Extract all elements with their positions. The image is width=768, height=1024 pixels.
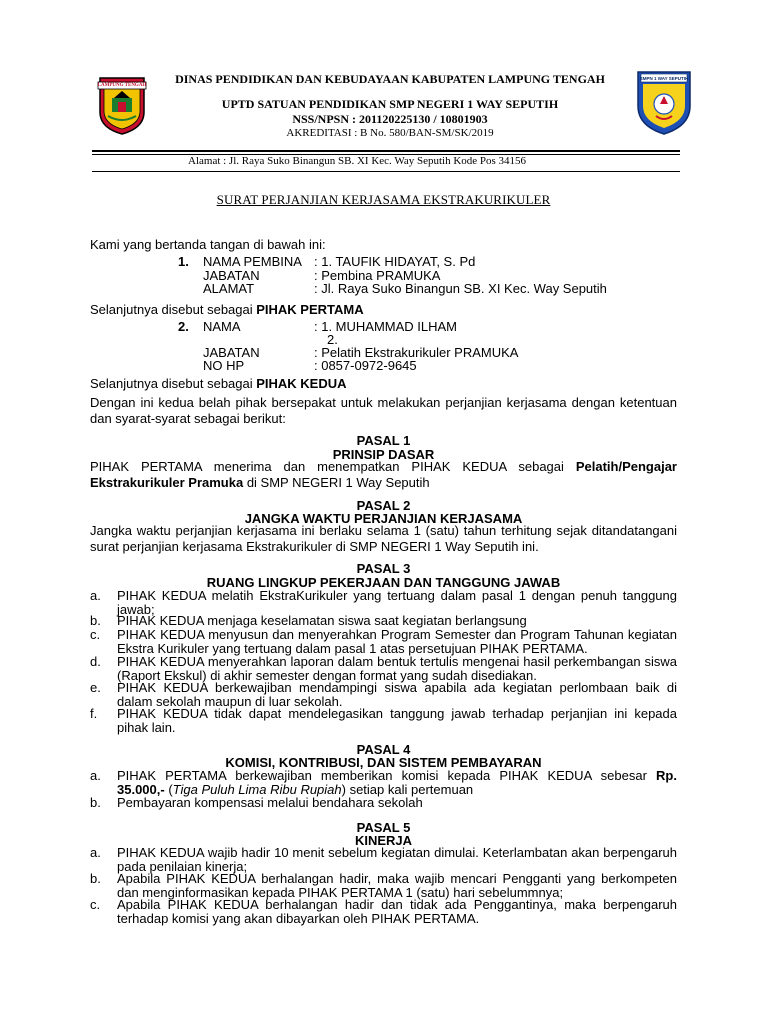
intro-text: Kami yang bertanda tangan di bawah ini:: [90, 237, 326, 252]
kop-accreditation: AKREDITASI : B No. 580/BAN-SM/SK/2019: [286, 127, 494, 139]
pasal-3-item-c: [90, 628, 677, 655]
list-marker: a.: [90, 768, 101, 783]
pasal-2-heading: PASAL 2: [356, 498, 411, 513]
pasal-4-item-b: [90, 796, 677, 810]
list-text: Apabila PIHAK KEDUA berhalangan hadir, maka wajib mencari Pengganti yang berkompeten dan menginformasikan kepada PIHAK PERTAMA 1 (satu) hari sebelummnya;: [117, 871, 677, 900]
list-text: PIHAK KEDUA tidak dapat mendelegasikan tanggung jawab terhadap perjanjian ini kepada pihak lain.: [117, 706, 677, 735]
list-text: [117, 769, 677, 796]
pasal-4-item-a: [90, 769, 677, 796]
right-logo-banner: SMPN 1 WAY SEPUTIH: [639, 76, 689, 81]
pasal-1-subheading: PRINSIP DASAR: [332, 447, 435, 462]
party-1-designation: [90, 302, 364, 318]
party-1-label-name: NAMA PEMBINA: [203, 254, 302, 269]
pasal-4-heading: PASAL 4: [356, 742, 411, 757]
pasal-5-subheading: KINERJA: [354, 833, 413, 848]
party-2-value-phone: : 0857-0972-9645: [314, 358, 417, 373]
designation-name: PIHAK PERTAMA: [256, 302, 364, 317]
kop-address: Alamat : Jl. Raya Suko Binangun SB. XI Kec. Way Seputih Kode Pos 34156: [188, 155, 527, 167]
pasal-2-text: Jangka waktu perjanjian kerjasama ini berlaku selama 1 (satu) tahun terhitung sejak ditandatangani surat perjanjian kerjasama Ekstrakurikuler di SMP NEGERI 1 Way Seputih ini.: [90, 523, 677, 554]
designation-name: PIHAK KEDUA: [256, 376, 347, 391]
list-marker: d.: [90, 654, 101, 669]
party-1-value-name: : 1. TAUFIK HIDAYAT, S. Pd: [314, 254, 476, 269]
party-2-label-position: JABATAN: [203, 345, 260, 360]
party-2-value-name-2: 2.: [327, 332, 338, 347]
commission-paren-open: (: [164, 781, 173, 797]
agreement-paragraph: Dengan ini kedua belah pihak bersepakat untuk melakukan perjanjian kerjasama dengan ketentuan dan syarat-syarat sebagai berikut:: [90, 395, 677, 426]
party-1-label-position: JABATAN: [203, 267, 260, 283]
list-text: PIHAK KEDUA melatih EkstraKurikuler yang tertuang dalam pasal 1 dengan penuh tanggung jawab;: [117, 588, 677, 617]
commission-amount: Rp. 35.000,-: [117, 768, 677, 797]
pasal-1-text-bold: Pelatih/Pengajar Ekstrakurikuler Pramuka: [90, 459, 677, 490]
list-marker: f.: [90, 706, 98, 721]
pasal-2-subheading: JANGKA WAKTU PERJANJIAN KERJASAMA: [244, 511, 523, 526]
list-marker: c.: [90, 627, 101, 642]
party-1-label-address: ALAMAT: [203, 281, 255, 296]
party-1-number: 1.: [178, 254, 189, 269]
commission-amount-words: Tiga Puluh Lima Ribu Rupiah: [172, 781, 342, 797]
list-marker: b.: [90, 613, 101, 628]
list-marker: e.: [90, 680, 101, 695]
list-marker: b.: [90, 795, 101, 810]
party-2-value-position: : Pelatih Ekstrakurikuler PRAMUKA: [314, 345, 519, 360]
pasal-5-item-a: [90, 846, 677, 873]
party-1-value-address: : Jl. Raya Suko Binangun SB. XI Kec. Way Seputih: [314, 281, 607, 296]
pasal-3-subheading: RUANG LINGKUP PEKERJAAN DAN TANGGUNG JAWAB: [206, 575, 561, 590]
pasal-3-item-f: [90, 707, 677, 734]
letter-title: SURAT PERJANJIAN KERJASAMA EKSTRAKURIKULER: [216, 192, 551, 207]
pasal-3-item-a: [90, 589, 677, 616]
kop-divider-bottom: [92, 171, 680, 172]
pasal-1-heading: PASAL 1: [356, 433, 411, 448]
kop-nss-npsn: NSS/NPSN : 201120225130 / 10801903: [292, 112, 488, 126]
list-marker: a.: [90, 845, 101, 860]
list-marker: b.: [90, 871, 101, 886]
pasal-5-item-c: [90, 898, 677, 925]
list-text: PIHAK KEDUA menjaga keselamatan siswa saat kegiatan berlangsung: [117, 613, 527, 628]
kop-school-name: UPTD SATUAN PENDIDIKAN SMP NEGERI 1 WAY SEPUTIH: [221, 97, 559, 111]
pasal-1-text-a: PIHAK PERTAMA menerima dan menempatkan PIHAK KEDUA sebagai: [90, 459, 576, 474]
party-1-value-position: : Pembina PRAMUKA: [314, 267, 441, 283]
designation-prefix: Selanjutnya disebut sebagai: [90, 376, 257, 391]
list-marker: a.: [90, 588, 101, 603]
list-marker: c.: [90, 897, 101, 912]
pasal-4-subheading: KOMISI, KONTRIBUSI, DAN SISTEM PEMBAYARAN: [225, 755, 542, 770]
party-2-label-name: NAMA: [203, 319, 241, 334]
pasal-5-heading: PASAL 5: [356, 820, 411, 835]
designation-prefix: Selanjutnya disebut sebagai: [90, 302, 257, 317]
commission-text: PIHAK PERTAMA berkewajiban memberikan komisi kepada PIHAK KEDUA sebesar: [117, 768, 657, 783]
commission-frequency: ) setiap kali pertemuan: [341, 781, 474, 797]
list-text: Pembayaran kompensasi melalui bendahara sekolah: [117, 795, 423, 810]
list-text: PIHAK KEDUA menyerahkan laporan dalam bentuk tertulis mengenai hasil perkembangan siswa (Raport Ekskul) di akhir semester dengan format yang sudah disediakan.: [117, 654, 677, 683]
party-2-number: 2.: [178, 319, 189, 334]
party-2-value-name: : 1. MUHAMMAD ILHAM: [314, 319, 458, 334]
pasal-3-item-d: [90, 655, 677, 682]
kop-divider: [92, 150, 680, 152]
list-text: PIHAK KEDUA berkewajiban mendampingi siswa apabila ada kegiatan perlombaan baik di dalam sekolah maupun di luar sekolah.: [117, 680, 677, 709]
pasal-3-item-b: [90, 614, 677, 628]
list-text: PIHAK KEDUA menyusun dan menyerahkan Program Semester dan Program Tahunan kegiatan Ekstra Kurikuler yang tertuang dalam pasal 1 atas persetujuan PIHAK PERTAMA.: [117, 627, 677, 656]
left-logo-banner: LAMPUNG TENGAH: [97, 83, 147, 88]
pasal-1-text: [90, 459, 677, 491]
pasal-5-item-b: [90, 872, 677, 899]
list-text: PIHAK KEDUA wajib hadir 10 menit sebelum kegiatan dimulai. Keterlambatan akan berpengaruh pada penilaian kinerja;: [117, 845, 677, 874]
list-text: Apabila PIHAK KEDUA berhalangan hadir dan tidak ada Penggantinya, maka berpengaruh terhadap komisi yang akan dibayarkan oleh PIHAK PERTAMA.: [117, 897, 677, 926]
pasal-3-item-e: [90, 681, 677, 708]
party-2-label-phone: NO HP: [203, 358, 245, 373]
pasal-1-text-b: di SMP NEGERI 1 Way Seputih: [243, 475, 430, 490]
kop-agency: DINAS PENDIDIKAN DAN KEBUDAYAAN KABUPATEN LAMPUNG TENGAH: [175, 72, 605, 86]
party-2-designation: [90, 376, 347, 392]
pasal-3-heading: PASAL 3: [356, 561, 411, 576]
